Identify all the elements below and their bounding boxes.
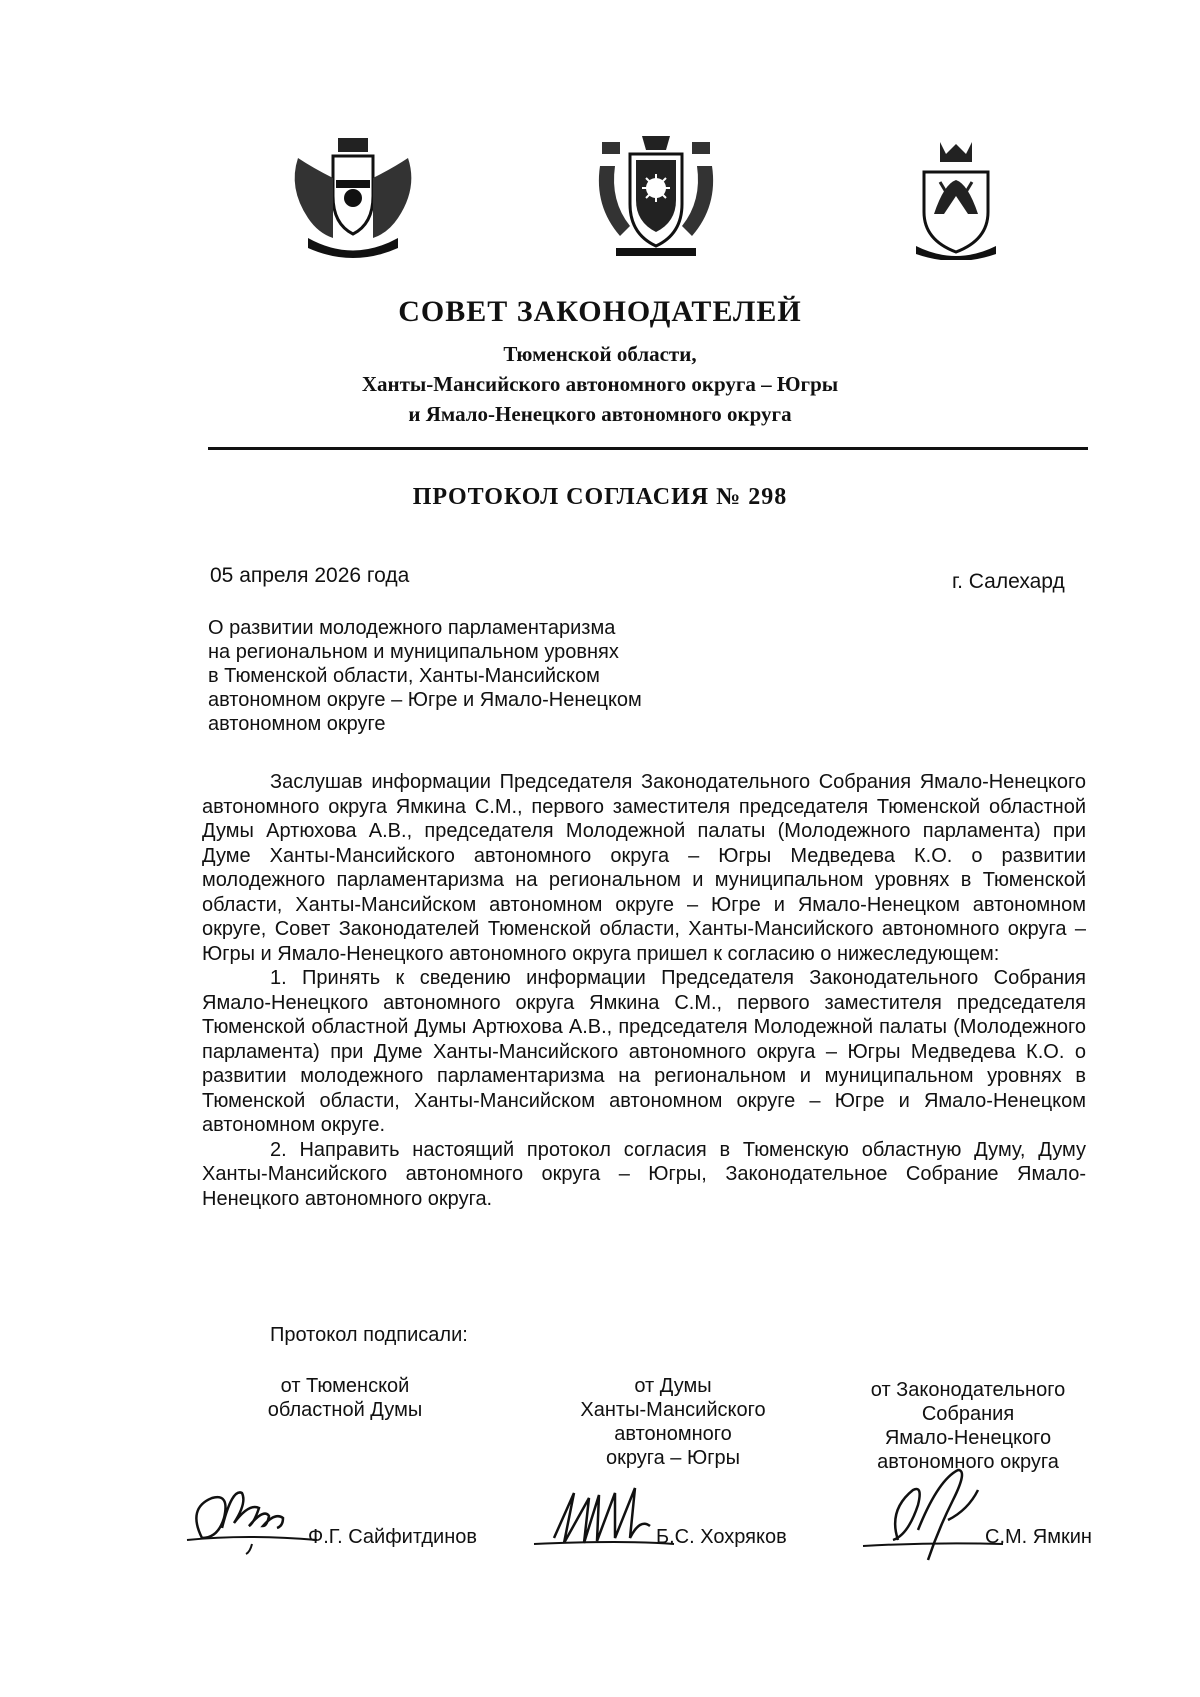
yanao-coat-of-arms-icon bbox=[910, 142, 1002, 260]
subject-line: на региональном и муниципальном уровнях bbox=[208, 641, 619, 663]
body-item-1: 1. Принять к сведению информации Председателя Законодательного Собрания Ямало-Ненецкого автономного округа Ямкина С.М., первого заместителя председателя Тюменской областной Думы Артюхова А.В., председателя Молодежной палаты (Молодежного парламента) при Думе Ханты-Мансийского автономного округа – Югры Медведева К.О. о развитии молодежного парламентаризма на региональном и муниципальном уровнях в Тюменской области, Ханты-Мансийском автономном округе – Югре и Ямало-Ненецком автономном округе. bbox=[202, 967, 1086, 1136]
signatory-name: С.М. Ямкин bbox=[985, 1526, 1092, 1548]
council-title: СОВЕТ ЗАКОНОДАТЕЛЕЙ bbox=[398, 295, 802, 328]
header-divider bbox=[208, 447, 1088, 450]
org-line: Ханты-Мансийского bbox=[580, 1399, 766, 1421]
subject-line: в Тюменской области, Ханты-Мансийском bbox=[208, 665, 600, 687]
org-line: Ямало-Ненецкого bbox=[884, 1427, 1052, 1449]
tyumen-coat-of-arms-icon bbox=[278, 138, 428, 260]
org-line: округа – Югры bbox=[606, 1447, 740, 1469]
protocol-date: 05 апреля 2026 года bbox=[210, 564, 410, 587]
org-line: автономного округа bbox=[877, 1451, 1059, 1473]
signed-label: Протокол подписали: bbox=[270, 1324, 468, 1346]
signatory-name: Б.С. Хохряков bbox=[656, 1526, 787, 1548]
org-line: областной Думы bbox=[267, 1399, 423, 1421]
protocol-subject bbox=[208, 616, 768, 736]
protocol-city: г. Салехард bbox=[952, 570, 1065, 593]
signatory-name: Ф.Г. Сайфитдинов bbox=[308, 1526, 477, 1548]
subject-line: автономном округе – Югре и Ямало-Ненецком bbox=[208, 689, 642, 711]
protocol-title: ПРОТОКОЛ СОГЛАСИЯ № 298 bbox=[412, 484, 788, 510]
signatory-org-khmao bbox=[548, 1374, 798, 1470]
khmao-coat-of-arms-icon bbox=[592, 136, 720, 264]
council-subtitle-line: Тюменской области, bbox=[503, 342, 697, 366]
org-line: от Думы bbox=[634, 1375, 712, 1397]
org-line: от Законодательного bbox=[870, 1379, 1066, 1401]
org-line: автономного bbox=[614, 1423, 732, 1445]
signature-yamkin bbox=[858, 1460, 1008, 1570]
body-item-2: 2. Направить настоящий протокол согласия в Тюменскую областную Думу, Думу Ханты-Мансийского автономного округа – Югры, Законодательное Собрание Ямало-Ненецкого автономного округа. bbox=[202, 1138, 1086, 1210]
signatory-org-tyumen bbox=[230, 1374, 460, 1422]
body-intro-paragraph: Заслушав информации Председателя Законодательного Собрания Ямало-Ненецкого автономного округа Ямкина С.М., первого заместителя председателя Тюменской областной Думы Артюхова А.В., председателя Молодежной палаты (Молодежного парламента) при Думе Ханты-Мансийского автономного округа – Югры Медведева К.О. о развитии молодежного парламентаризма на региональном и муниципальном уровнях в Тюменской области, Ханты-Мансийском автономном округе – Югре и Ямало-Ненецком автономном округе, Совет Законодателей Тюменской области, Ханты-Мансийского автономного округа – Югры и Ямало-Ненецкого автономного округа пришел к согласию о нижеследующем: bbox=[202, 771, 1086, 965]
org-line: от Тюменской bbox=[280, 1375, 410, 1397]
signature-saifitdinov bbox=[182, 1478, 322, 1558]
org-line: Собрания bbox=[921, 1403, 1015, 1425]
protocol-body bbox=[202, 770, 1086, 1211]
subject-line: автономном округе bbox=[208, 713, 386, 735]
emblems-row bbox=[0, 128, 1200, 268]
council-subtitle-line: и Ямало-Ненецкого автономного округа bbox=[408, 402, 792, 426]
subject-line: О развитии молодежного парламентаризма bbox=[208, 617, 616, 639]
council-subtitle-line: Ханты-Мансийского автономного округа – Югры bbox=[361, 372, 839, 396]
